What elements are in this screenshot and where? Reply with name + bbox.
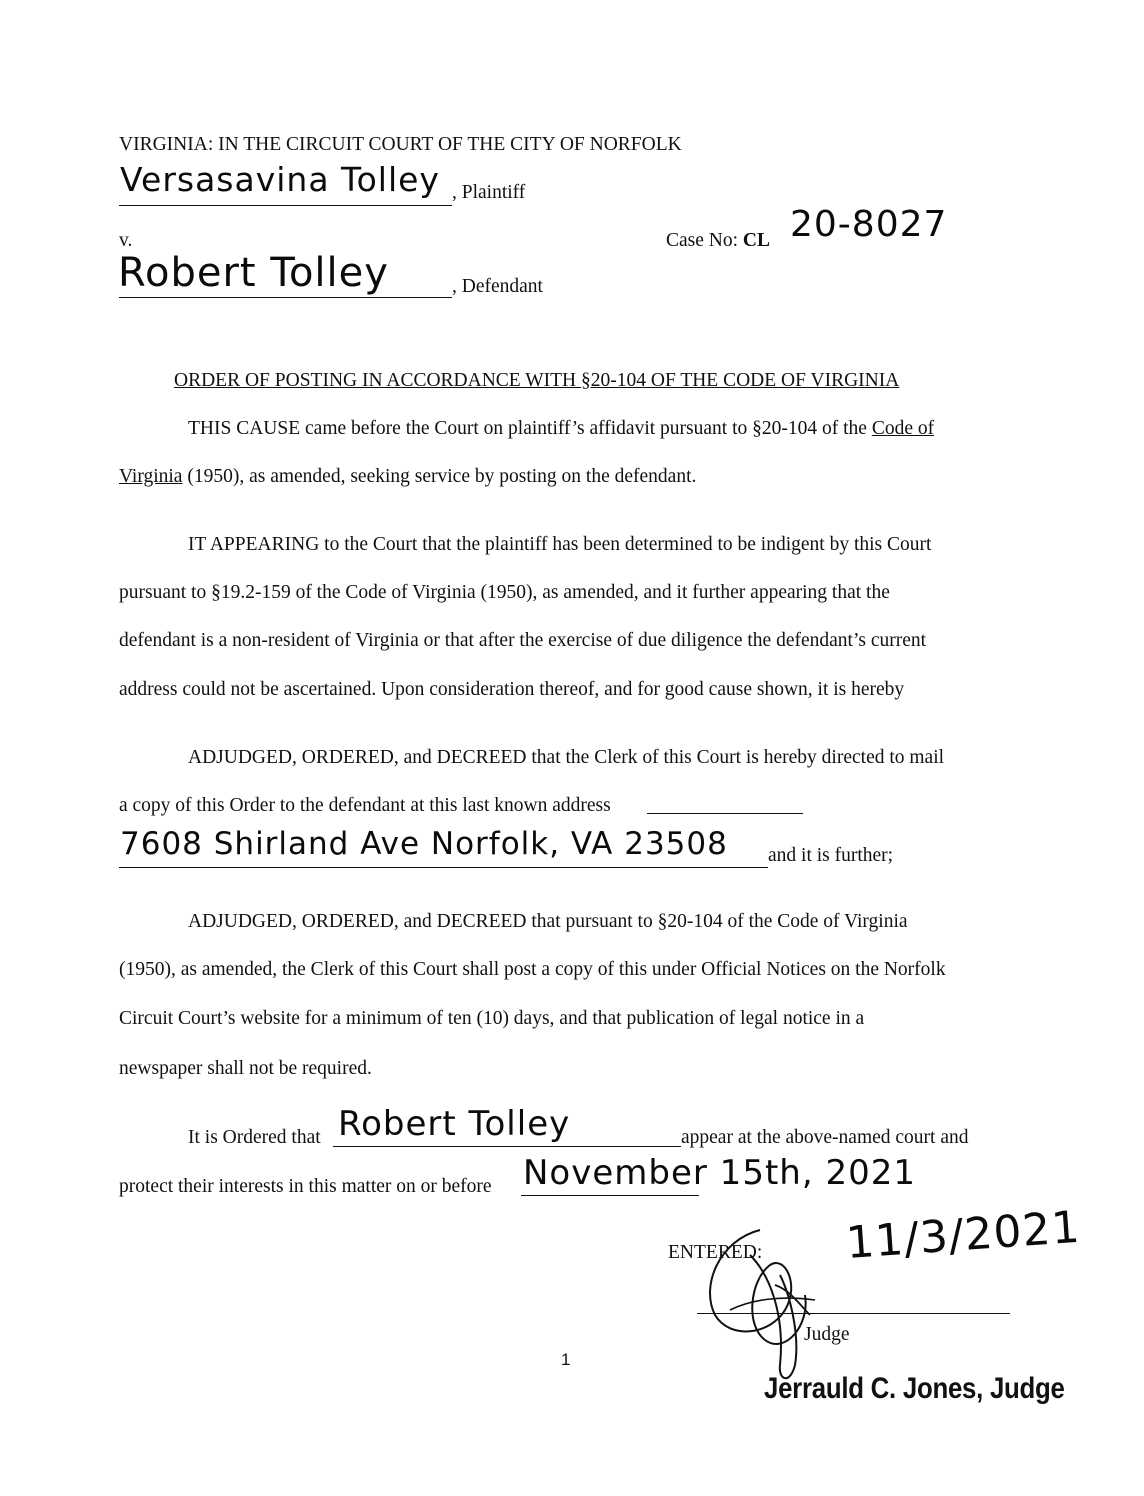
para5-line2-a: protect their interests in this matter on or before: [119, 1176, 492, 1197]
para3-line2: a copy of this Order to the defendant at this last known address: [119, 795, 611, 816]
plaintiff-line: [119, 205, 452, 206]
case-number-handwritten: 20-8027: [790, 204, 948, 245]
para4-line3: Circuit Court’s website for a minimum of ten (10) days, and that publication of legal notice in a: [119, 1008, 865, 1029]
versus-label: v.: [119, 230, 133, 251]
para5-line1-a: It is Ordered that: [188, 1127, 321, 1148]
appearance-date-handwritten: November 15th, 2021: [523, 1153, 916, 1193]
case-prefix: CL: [742, 230, 770, 251]
para1-text-a: THIS CAUSE came before the Court on plaintiff’s affidavit pursuant to §20-104 of the: [188, 418, 872, 439]
address-blank-line: [647, 813, 803, 814]
defendant-line: [119, 297, 452, 298]
para2-line4: address could not be ascertained. Upon consideration thereof, and for good cause shown, it is hereby: [119, 679, 905, 700]
entered-label: ENTERED:: [668, 1242, 763, 1263]
para3-line3-suffix: and it is further;: [768, 845, 894, 866]
plaintiff-suffix: , Plaintiff: [452, 182, 526, 203]
address-handwritten: 7608 Shirland Ave Norfolk, VA 23508: [120, 826, 728, 862]
case-number-label: [666, 230, 770, 252]
para4-line1: ADJUDGED, ORDERED, and DECREED that pursuant to §20-104 of the Code of Virginia: [188, 911, 908, 932]
para2-line2: pursuant to §19.2-159 of the Code of Virginia (1950), as amended, and it further appearing that the: [119, 582, 890, 603]
judge-name-stamp: Jerrauld C. Jones, Judge: [764, 1372, 1065, 1405]
ordered-name-handwritten: Robert Tolley: [338, 1104, 571, 1144]
address-line: [119, 867, 768, 868]
para2-line1: IT APPEARING to the Court that the plaintiff has been determined to be indigent by this Court: [188, 534, 932, 555]
page-number: 1: [561, 1350, 571, 1369]
para1-line2: [119, 453, 696, 502]
para5-line1-b: appear at the above-named court and: [681, 1127, 969, 1148]
case-label-text: Case No:: [666, 230, 743, 251]
para1-text-b: (1950), as amended, seeking service by posting on the defendant.: [182, 466, 697, 487]
para4-line4: newspaper shall not be required.: [119, 1058, 372, 1079]
ordered-name-line: [333, 1146, 681, 1147]
court-heading: VIRGINIA: IN THE CIRCUIT COURT OF THE CITY OF NORFOLK: [119, 134, 682, 155]
para4-line2: (1950), as amended, the Clerk of this Court shall post a copy of this under Official Notices on the Norfolk: [119, 959, 946, 980]
entered-date-handwritten: 11/3/2021: [844, 1201, 1083, 1269]
appearance-date-line: [521, 1195, 699, 1196]
defendant-name: Robert Tolley: [118, 250, 389, 296]
judge-label: Judge: [804, 1324, 850, 1345]
code-of-virginia-ref-a: Code of: [871, 418, 935, 439]
para2-line3: defendant is a non-resident of Virginia or that after the exercise of due diligence the defendant’s current: [119, 630, 927, 651]
judge-signature: [690, 1215, 870, 1395]
para1-line1: [188, 405, 934, 454]
code-of-virginia-ref-b: Virginia: [119, 466, 183, 487]
para3-line1: ADJUDGED, ORDERED, and DECREED that the Clerk of this Court is hereby directed to mail: [188, 747, 945, 768]
order-title: ORDER OF POSTING IN ACCORDANCE WITH §20-104 OF THE CODE OF VIRGINIA: [174, 370, 900, 391]
judge-signature-line: [697, 1313, 1010, 1314]
defendant-suffix: , Defendant: [452, 276, 543, 297]
plaintiff-name: Versasavina Tolley: [120, 160, 440, 199]
